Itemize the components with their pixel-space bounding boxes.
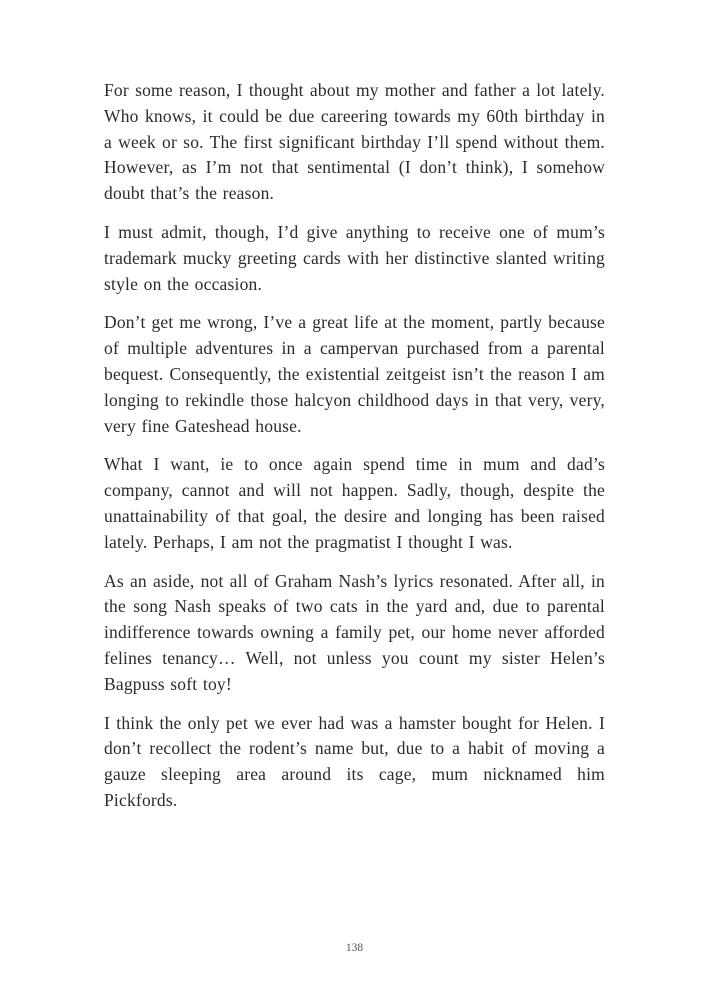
paragraph: For some reason, I thought about my mother and father a lot lately. Who knows, it could be due careering towards my 60th birthday in a week or so. The first significant birthday I’ll spend without them. However, as I’m not that sentimental (I don’t think), I somehow doubt that’s the reason. [104,80,605,204]
page-content [104,78,605,814]
paragraph: I think the only pet we ever had was a hamster bought for Helen. I don’t recollect the rodent’s name but, due to a habit of moving a gauze sleeping area around its cage, mum nicknamed him Pickfords. [104,712,605,810]
paragraph: As an aside, not all of Graham Nash’s lyrics resonated. After all, in the song Nash speaks of two cats in the yard and, due to parental indifference towards owning a family pet, our home never afforded felines tenancy… Well, not unless you count my sister Helen’s Bagpuss soft toy! [104,570,605,694]
paragraph: Don’t get me wrong, I’ve a great life at the moment, partly because of multiple adventures in a campervan purchased from a parental bequest. Consequently, the existential zeitgeist isn’t the reason I am longing to rekindle those halcyon childhood days in that very, very, very fine Gateshead house. [104,312,605,436]
paragraph: I must admit, though, I’d give anything to receive one of mum’s trademark mucky greeting cards with her distinctive slanted writing style on the occasion. [104,221,605,294]
page-number: 138 [345,942,364,954]
paragraph: What I want, ie to once again spend time in mum and dad’s company, cannot and will not happen. Sadly, though, despite the unattainability of that goal, the desire and longing has been raised lately. Perhaps, I am not the pragmatist I thought I was. [104,454,605,552]
